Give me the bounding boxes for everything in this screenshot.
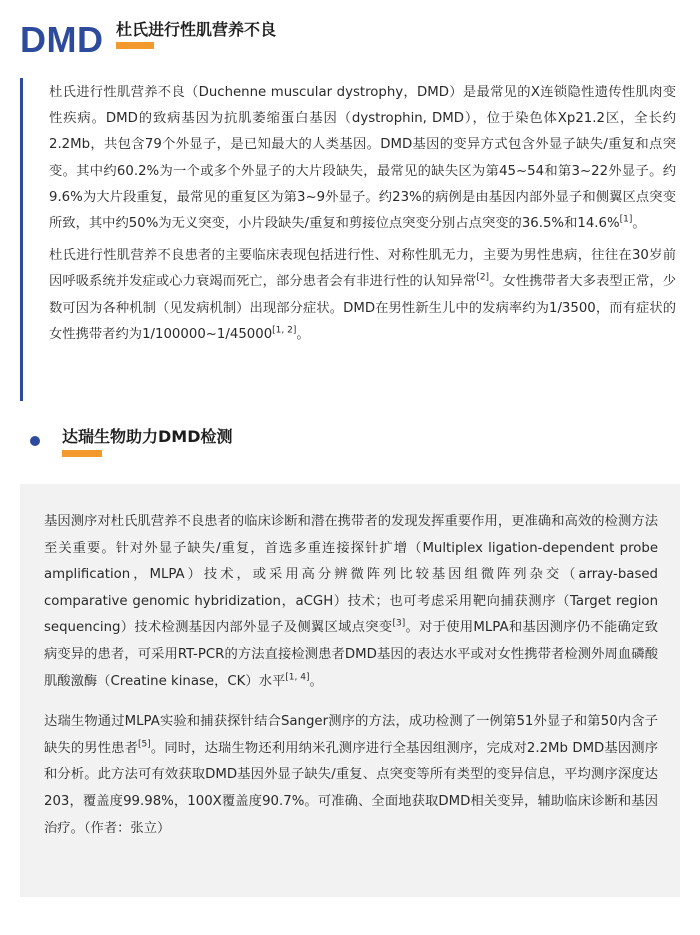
intro-p2-text-b: 。女性携带者大多表型正常，少数可因为各种机制（见发病机制）出现部分症状。DMD在男性新生儿中的发病率约为1/3500，而有症状的女性携带者约为1/100000~1/45000	[49, 274, 677, 342]
intro-p2-text-a: 杜氏进行性肌营养不良患者的主要临床表现包括进行性、对称性肌无力，主要为男性患病，往往在30岁前因呼吸系统并发症或心力衰竭而死亡，部分患者会有非进行性的认知异常	[49, 248, 676, 290]
title-accent-bar	[116, 42, 154, 49]
citation-ref[interactable]: [1, 4]	[285, 672, 310, 683]
citation-ref[interactable]: [3]	[392, 618, 406, 629]
citation-ref[interactable]: [2]	[476, 273, 490, 283]
citation-ref[interactable]: [1, 2]	[272, 325, 297, 336]
citation-ref[interactable]: [1]	[619, 214, 633, 225]
intro-paragraph-1	[49, 80, 676, 237]
page-header	[20, 14, 680, 62]
intro-p1-text: 杜氏进行性肌营养不良（Duchenne muscular dystrophy，DMD）是最常见的X连锁隐性遗传性肌肉变性疾病。DMD的致病基因为抗肌萎缩蛋白基因（dystrophin, DMD），位于染色体Xp21.2区，全长约2.2Mb，共包含79个外显子，是已知最大的人类基因。DMD基因的变异方式包含外显子缺失/重复和点突变。其中约60.2%为一个或多个外显子的大片段缺失，最常见的缺失区为第45~54和第3~22外显子。约9.6%为大片段重复，最常见的重复区为第3~9外显子。约23%的病例是由基因内部外显子和侧翼区点突变所致，其中约50%为无义突变，小片段缺失/重复和剪接位点突变分别占点突变的36.5%和14.6%	[49, 85, 676, 232]
detection-paragraph-2	[44, 709, 658, 842]
detection-p1-text-a: 基因测序对杜氏肌营养不良患者的临床诊断和潜在携带者的发现发挥重要作用，更准确和高效的检测方法至关重要。针对外显子缺失/重复，首选多重连接探针扩增（Multiplex ligation-dependent probe amplification，MLPA）技术，或采用高分辨微阵列比较基因组微阵列杂交（array-based comparative genomic hybridization，aCGH）技术；也可考虑采用靶向捕获测序（Target region sequencing）技术检测基因内部外显子及侧翼区域点突变	[44, 514, 658, 636]
detection-section	[20, 484, 680, 897]
intro-section	[20, 78, 676, 401]
intro-paragraph-2	[49, 243, 676, 348]
detection-p2-text-a: 达瑞生物通过MLPA实验和捕获探针结合Sanger测序的方法，成功检测了一例第51外显子和第50内含子缺失的男性患者	[44, 714, 658, 756]
dmd-logo-title: DMD	[20, 19, 104, 60]
detection-paragraph-1	[44, 509, 658, 695]
page-subtitle: 杜氏进行性肌营养不良	[116, 20, 277, 39]
intro-p2-end: 。	[296, 326, 310, 342]
intro-p1-end: 。	[632, 216, 646, 232]
detection-p2-text-b: 。同时，达瑞生物还利用纳米孔测序进行全基因组测序，完成对2.2Mb DMD基因测序和分析。此方法可有效获取DMD基因外显子缺失/重复、点突变等所有类型的变异信息，平均测序深度达203，覆盖度99.98%，100X覆盖度90.7%。可准确、全面地获取DMD相关变异，辅助临床诊断和基因治疗。（作者：张立）	[44, 740, 658, 836]
bullet-dot-icon	[30, 436, 40, 446]
section2-accent-bar	[62, 450, 102, 457]
detection-p1-end: 。	[309, 673, 323, 689]
section2-header	[30, 424, 630, 464]
section2-title: 达瑞生物助力DMD检测	[62, 427, 233, 446]
citation-ref[interactable]: [5]	[138, 739, 151, 750]
detection-p1-text-b: 。对于使用MLPA和基因测序仍不能确定致病变异的患者，可采用RT-PCR的方法直接检测患者DMD基因的表达水平或对女性携带者检测外周血磷酸肌酸激酶（Creatine kinase，CK）水平	[44, 620, 658, 689]
